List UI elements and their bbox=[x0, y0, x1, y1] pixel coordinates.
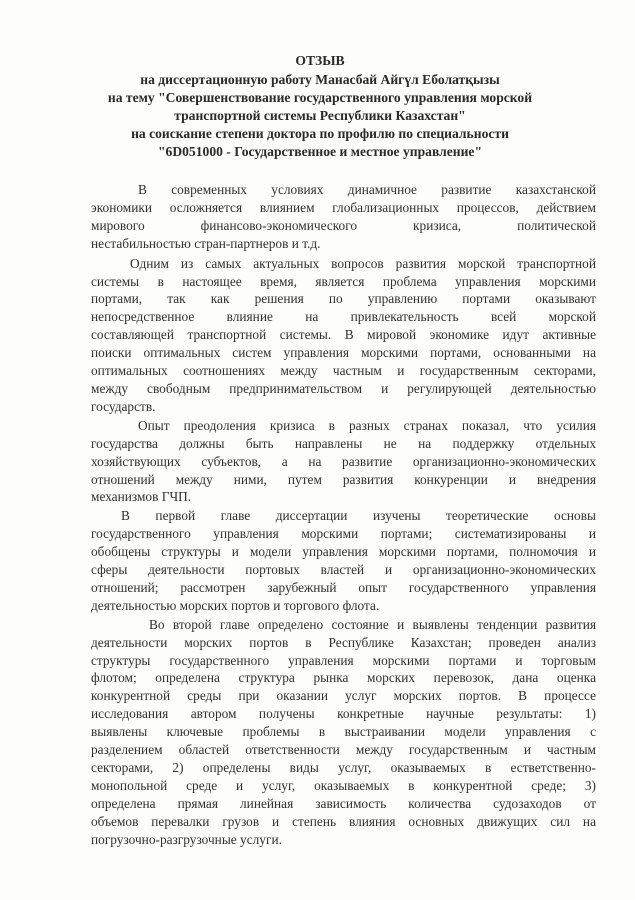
text-line: деятельностью морских портов и торгового флота. bbox=[91, 597, 380, 613]
text-line: Во второй главе определено состояние и выявлены тенденции развития bbox=[149, 616, 596, 632]
text-line: конкурентной среды при оказании услуг морских портов. В процессе bbox=[91, 688, 596, 704]
text-line: В первой главе диссертации изучены теоретические основы bbox=[121, 508, 596, 524]
text-line: флотом; определена структура рынка морских перевозок, дана оценка bbox=[91, 670, 596, 686]
text-line: экономики осложняется влиянием глобализационных процессов, действием bbox=[91, 199, 596, 215]
text-line: поиски оптимальных систем управления морскими портами, основанными на bbox=[91, 345, 596, 361]
text-line: монопольной среде и услуг, оказываемых в конкурентной среде; 3) bbox=[91, 777, 596, 793]
text-line: хозяйствующих субъектов, а на развитие организационно-экономических bbox=[91, 453, 596, 469]
header-line: на диссертационную работу Манасбай Айгүл Еболатқызы bbox=[140, 72, 500, 87]
paragraph-1 bbox=[91, 181, 596, 253]
text-line: оптимальных соотношениях между частным и государственным секторами, bbox=[91, 363, 596, 379]
text-line: объемов перевалки грузов и степень влияния основных движущих сил на bbox=[91, 813, 596, 829]
text-line: отношений между ними, путем развития конкуренции и внедрения bbox=[91, 471, 596, 487]
text-line: механизмов ГЧП. bbox=[91, 489, 192, 505]
text-line: нестабильностью стран-партнеров и т.д. bbox=[91, 235, 321, 251]
text-line: определена прямая линейная зависимость количества судозаходов от bbox=[91, 795, 596, 811]
text-line: составляющей транспортной системы. В мировой экономике идут активные bbox=[91, 327, 596, 343]
document-header bbox=[60, 52, 580, 161]
text-line: государства должны быть направлены не на поддержку отдельных bbox=[91, 435, 596, 451]
text-line: сферы деятельности портовых властей и организационно-экономических bbox=[91, 562, 596, 578]
text-line: Одним из самых актуальных вопросов развития морской транспортной bbox=[130, 255, 596, 271]
text-line: структуры государственного управления морскими портами и торговым bbox=[91, 652, 596, 668]
text-line: В современных условиях динамичное развитие казахстанской bbox=[138, 182, 596, 197]
text-line: деятельности морских портов в Республике Казахстан; проведен анализ bbox=[91, 634, 596, 650]
text-line: портами, так как решения по управлению портами оказывают bbox=[91, 291, 596, 307]
paragraph-4 bbox=[91, 507, 596, 614]
text-line: обобщены структуры и модели управления морскими портами, полномочия и bbox=[91, 544, 596, 560]
text-line: выявлены ключевые проблемы в выстраивании модели управления с bbox=[91, 724, 596, 740]
header-line: "6D051000 - Государственное и местное управление" bbox=[157, 144, 483, 159]
paragraph-3 bbox=[91, 417, 596, 507]
header-line: транспортной системы Республики Казахстан" bbox=[174, 108, 466, 123]
text-line: между свободным предпринимательством и регулирующей деятельностью bbox=[91, 380, 596, 396]
text-line: Опыт преодоления кризиса в разных странах показал, что усилия bbox=[138, 417, 596, 433]
text-line: разделением областей ответственности между государственным и частным bbox=[91, 742, 596, 758]
document-title: ОТЗЫВ bbox=[295, 53, 345, 68]
text-line: погрузочно-разгрузочные услуги. bbox=[91, 831, 282, 847]
text-line: исследования автором получены конкретные научные результаты: 1) bbox=[91, 706, 596, 722]
text-line: государств. bbox=[91, 398, 156, 414]
header-line: на тему "Совершенствование государственного управления морской bbox=[107, 90, 533, 105]
document-body bbox=[91, 181, 596, 849]
text-line: системы в настоящее время, является проблема управления морскими bbox=[91, 273, 596, 289]
text-line: государственного управления морскими портами; систематизированы и bbox=[91, 526, 596, 542]
text-line: секторами, 2) определены виды услуг, оказываемых в естветственно- bbox=[91, 760, 596, 775]
header-line: на соискание степени доктора по профилю по специальности bbox=[131, 126, 509, 141]
text-line: непосредственное влияние на привлекательность всей морской bbox=[91, 309, 596, 325]
paragraph-5 bbox=[91, 616, 596, 849]
text-line: отношений; рассмотрен зарубежный опыт государственного управления bbox=[91, 579, 596, 595]
paragraph-2 bbox=[91, 255, 596, 416]
text-line: мирового финансово-экономического кризиса, политической bbox=[91, 217, 596, 233]
